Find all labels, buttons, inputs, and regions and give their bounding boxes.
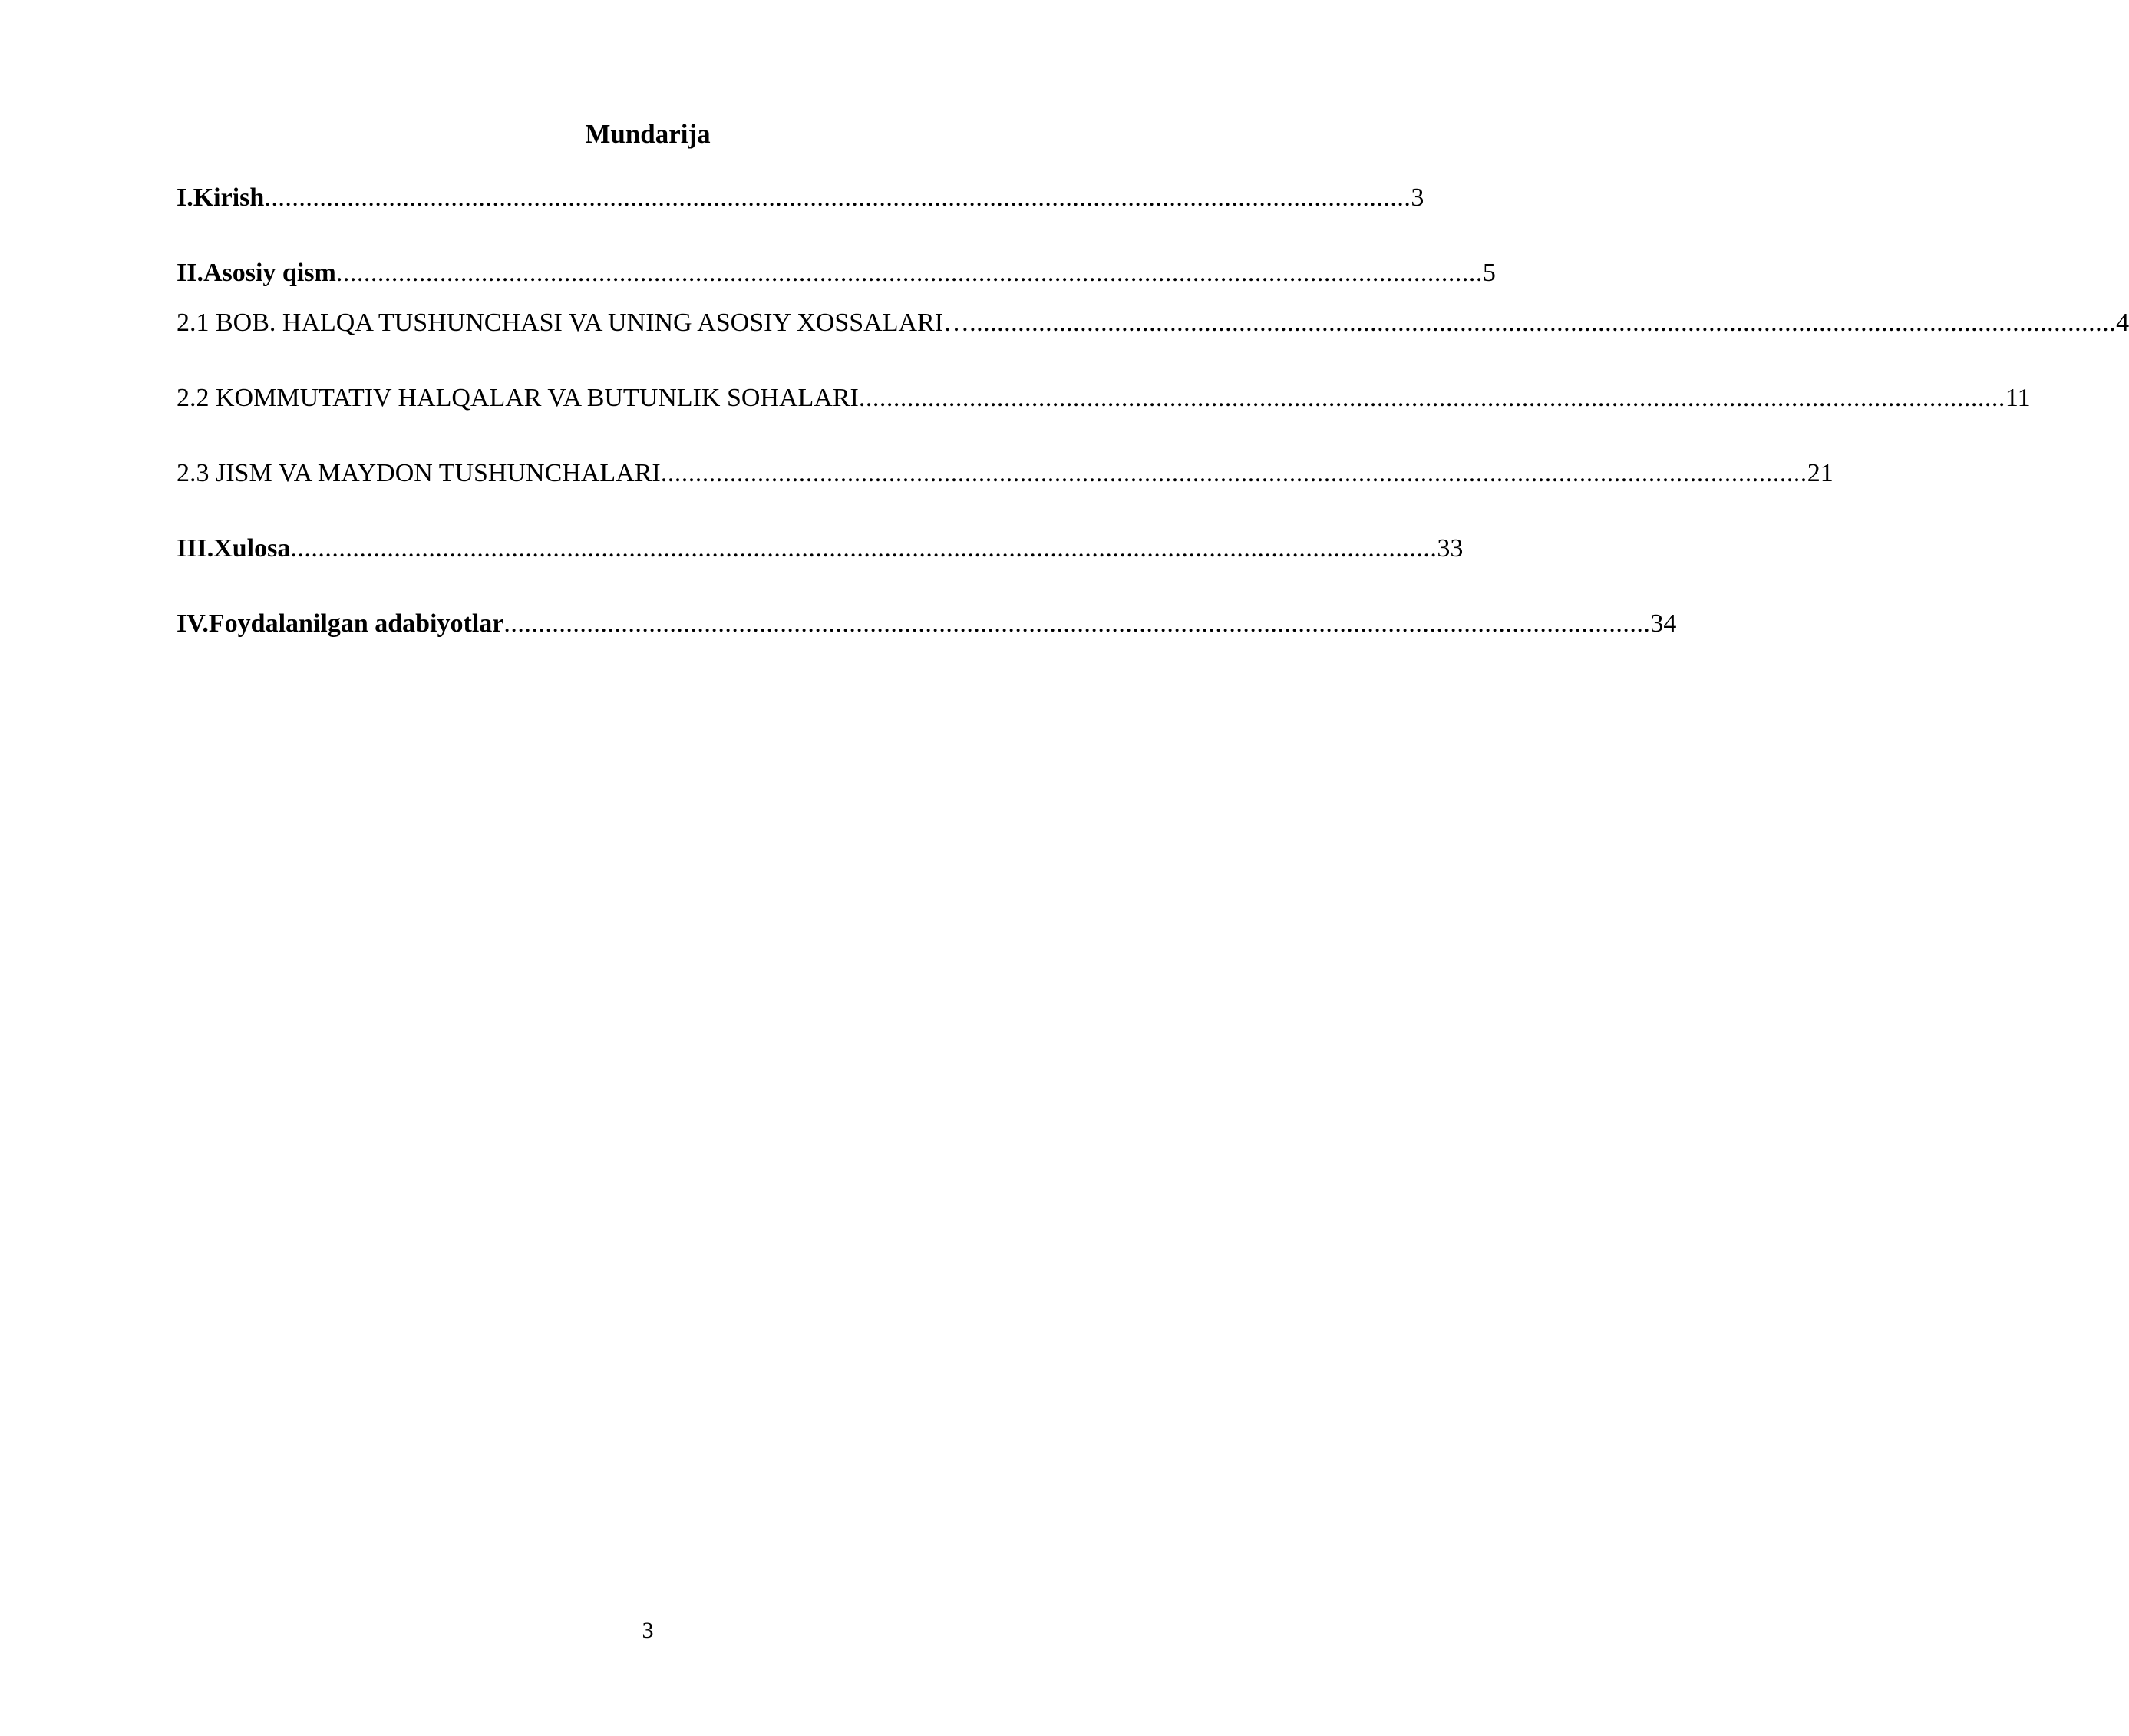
toc-entry-2-1[interactable]	[177, 303, 2129, 343]
toc-entry-page: 34	[1650, 609, 1677, 638]
toc-entry-label: II.Asosiy qism	[177, 259, 336, 287]
toc-entry-page: 5	[1482, 259, 1496, 287]
toc-entry-label: I.Kirish	[177, 183, 265, 212]
dot-leader: ......................................................................................................................................................................	[503, 609, 1651, 638]
dot-leader: ......................................................................................................................................................................	[290, 534, 1437, 563]
toc-entry-xulosa[interactable]	[177, 529, 1464, 569]
toc-entry-label: 2.2 KOMMUTATIV HALQALAR VA BUTUNLIK SOHALARI	[177, 384, 859, 412]
toc-entry-label: 2.1 BOB. HALQA TUSHUNCHASI VA UNING ASOSIY XOSSALARI…	[177, 309, 970, 337]
toc-entry-label: 2.3 JISM VA MAYDON TUSHUNCHALARI	[177, 459, 661, 487]
toc-entry-asosiy-qism[interactable]	[177, 253, 1496, 293]
toc-entry-2-2[interactable]	[177, 378, 2031, 418]
page-number: 3	[642, 1618, 654, 1643]
page-title: Mundarija	[585, 119, 711, 149]
toc-entry-label: III.Xulosa	[177, 534, 291, 563]
toc-entry-page: 33	[1437, 534, 1464, 563]
toc-entry-label: IV.Foydalanilgan adabiyotlar	[177, 609, 504, 638]
toc-entry-kirish[interactable]	[177, 178, 1424, 218]
toc-entry-page: 4	[2116, 309, 2129, 337]
dot-leader: ......................................................................................................................................................................	[264, 183, 1411, 212]
dot-leader: ......................................................................................................................................................................	[858, 384, 2005, 412]
toc-entry-page: 11	[2005, 384, 2031, 412]
dot-leader: ......................................................................................................................................................................	[969, 309, 2117, 337]
dot-leader: ......................................................................................................................................................................	[335, 259, 1483, 287]
toc-entry-page: 3	[1411, 183, 1424, 212]
toc-entry-2-3[interactable]	[177, 454, 1834, 493]
toc-entry-adabiyotlar[interactable]	[177, 604, 1677, 644]
toc-entry-page: 21	[1807, 459, 1834, 487]
dot-leader: ......................................................................................................................................................................	[660, 459, 1807, 487]
